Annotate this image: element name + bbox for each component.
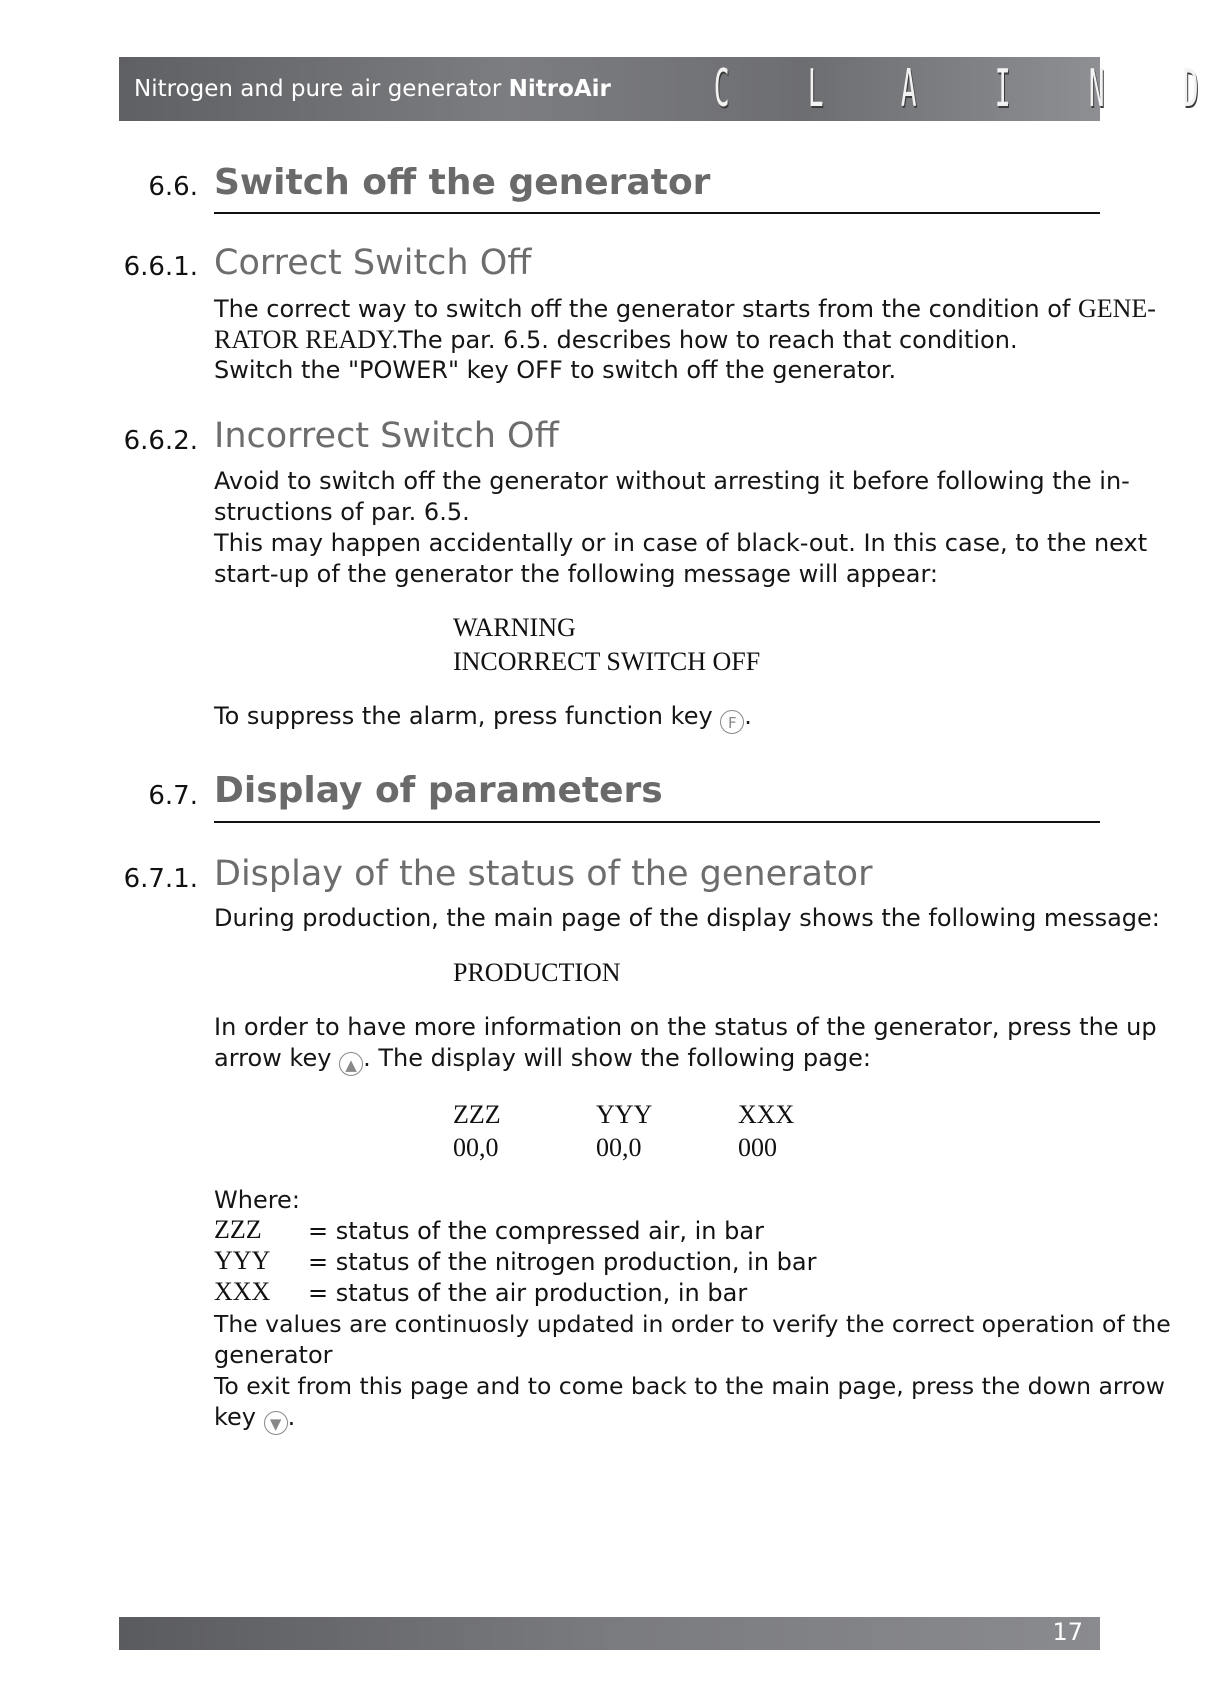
logo-letter: D bbox=[1182, 59, 1199, 119]
subsection-number: 6.6.1. bbox=[123, 252, 198, 282]
legend-description: = status of the nitrogen production, in bar bbox=[308, 1248, 817, 1276]
display-column-header: YYY bbox=[596, 1100, 653, 1129]
paragraph-line: In order to have more information on the status of the generator, press the up bbox=[214, 1013, 1157, 1041]
product-name: NitroAir bbox=[508, 76, 611, 102]
display-message: PRODUCTION bbox=[453, 958, 621, 987]
page-header bbox=[119, 57, 1199, 121]
logo-letter: C bbox=[713, 59, 730, 119]
subsection-title: Correct Switch Off bbox=[214, 243, 532, 283]
paragraph-line: start-up of the generator the following message will appear: bbox=[214, 560, 939, 588]
paragraph-line: RATOR READY.The par. 6.5. describes how to reach that condition. bbox=[214, 325, 1018, 354]
paragraph-line: arrow key ▲ . The display will show the following page: bbox=[214, 1044, 871, 1074]
page-number: 17 bbox=[1052, 1618, 1083, 1646]
display-message: INCORRECT SWITCH OFF bbox=[453, 647, 761, 676]
section-divider bbox=[214, 821, 1100, 823]
paragraph-line: This may happen accidentally or in case of black-out. In this case, to the next bbox=[214, 529, 1148, 557]
paragraph-line: To exit from this page and to come back to the main page, press the down arrow bbox=[214, 1372, 1165, 1400]
down-arrow-key-icon: ▼ bbox=[264, 1411, 288, 1435]
paragraph-line: Where: bbox=[214, 1186, 300, 1214]
display-column-header: ZZZ bbox=[453, 1100, 501, 1129]
up-arrow-key-icon: ▲ bbox=[339, 1052, 363, 1076]
display-column-header: XXX bbox=[738, 1100, 795, 1129]
paragraph-line: structions of par. 6.5. bbox=[214, 498, 470, 526]
subsection-title: Display of the status of the generator bbox=[214, 854, 873, 894]
claind-logo bbox=[706, 61, 1206, 117]
page-footer bbox=[119, 1617, 1100, 1650]
display-value: 00,0 bbox=[596, 1133, 642, 1162]
logo-letter: I bbox=[995, 59, 1011, 119]
logo-letter: L bbox=[807, 59, 824, 119]
display-message: WARNING bbox=[453, 613, 576, 642]
paragraph-line: Switch the "POWER" key OFF to switch off the generator. bbox=[214, 356, 897, 384]
display-value: 000 bbox=[738, 1133, 777, 1162]
display-value: 00,0 bbox=[453, 1133, 499, 1162]
paragraph-line: To suppress the alarm, press function key F . bbox=[214, 702, 752, 732]
legend-description: = status of the air production, in bar bbox=[308, 1279, 748, 1307]
legend-key: YYY bbox=[214, 1246, 271, 1275]
section-number: 6.6. bbox=[148, 172, 198, 202]
paragraph-line: The values are continuosly updated in order to verify the correct operation of the bbox=[214, 1310, 1171, 1338]
subsection-number: 6.7.1. bbox=[123, 864, 198, 894]
section-title: Display of parameters bbox=[214, 770, 663, 811]
subsection-title: Incorrect Switch Off bbox=[214, 416, 559, 456]
logo-letter: A bbox=[901, 59, 917, 119]
logo-letter: N bbox=[1088, 59, 1105, 119]
legend-description: = status of the compressed air, in bar bbox=[308, 1217, 764, 1245]
function-key-icon: F bbox=[720, 710, 744, 734]
subsection-number: 6.6.2. bbox=[123, 426, 198, 456]
legend-key: ZZZ bbox=[214, 1215, 262, 1244]
legend-key: XXX bbox=[214, 1277, 271, 1306]
paragraph-line: During production, the main page of the display shows the following message: bbox=[214, 904, 1160, 932]
paragraph-line: Avoid to switch off the generator without arresting it before following the in- bbox=[214, 467, 1130, 495]
paragraph-line: The correct way to switch off the generator starts from the condition of GENE- bbox=[214, 294, 1156, 323]
section-divider bbox=[214, 212, 1100, 214]
paragraph-line: key ▼ . bbox=[214, 1403, 296, 1433]
header-title: Nitrogen and pure air generator NitroAir bbox=[134, 76, 611, 102]
section-title: Switch off the generator bbox=[214, 162, 711, 203]
paragraph-line: generator bbox=[214, 1341, 333, 1369]
section-number: 6.7. bbox=[148, 781, 198, 811]
